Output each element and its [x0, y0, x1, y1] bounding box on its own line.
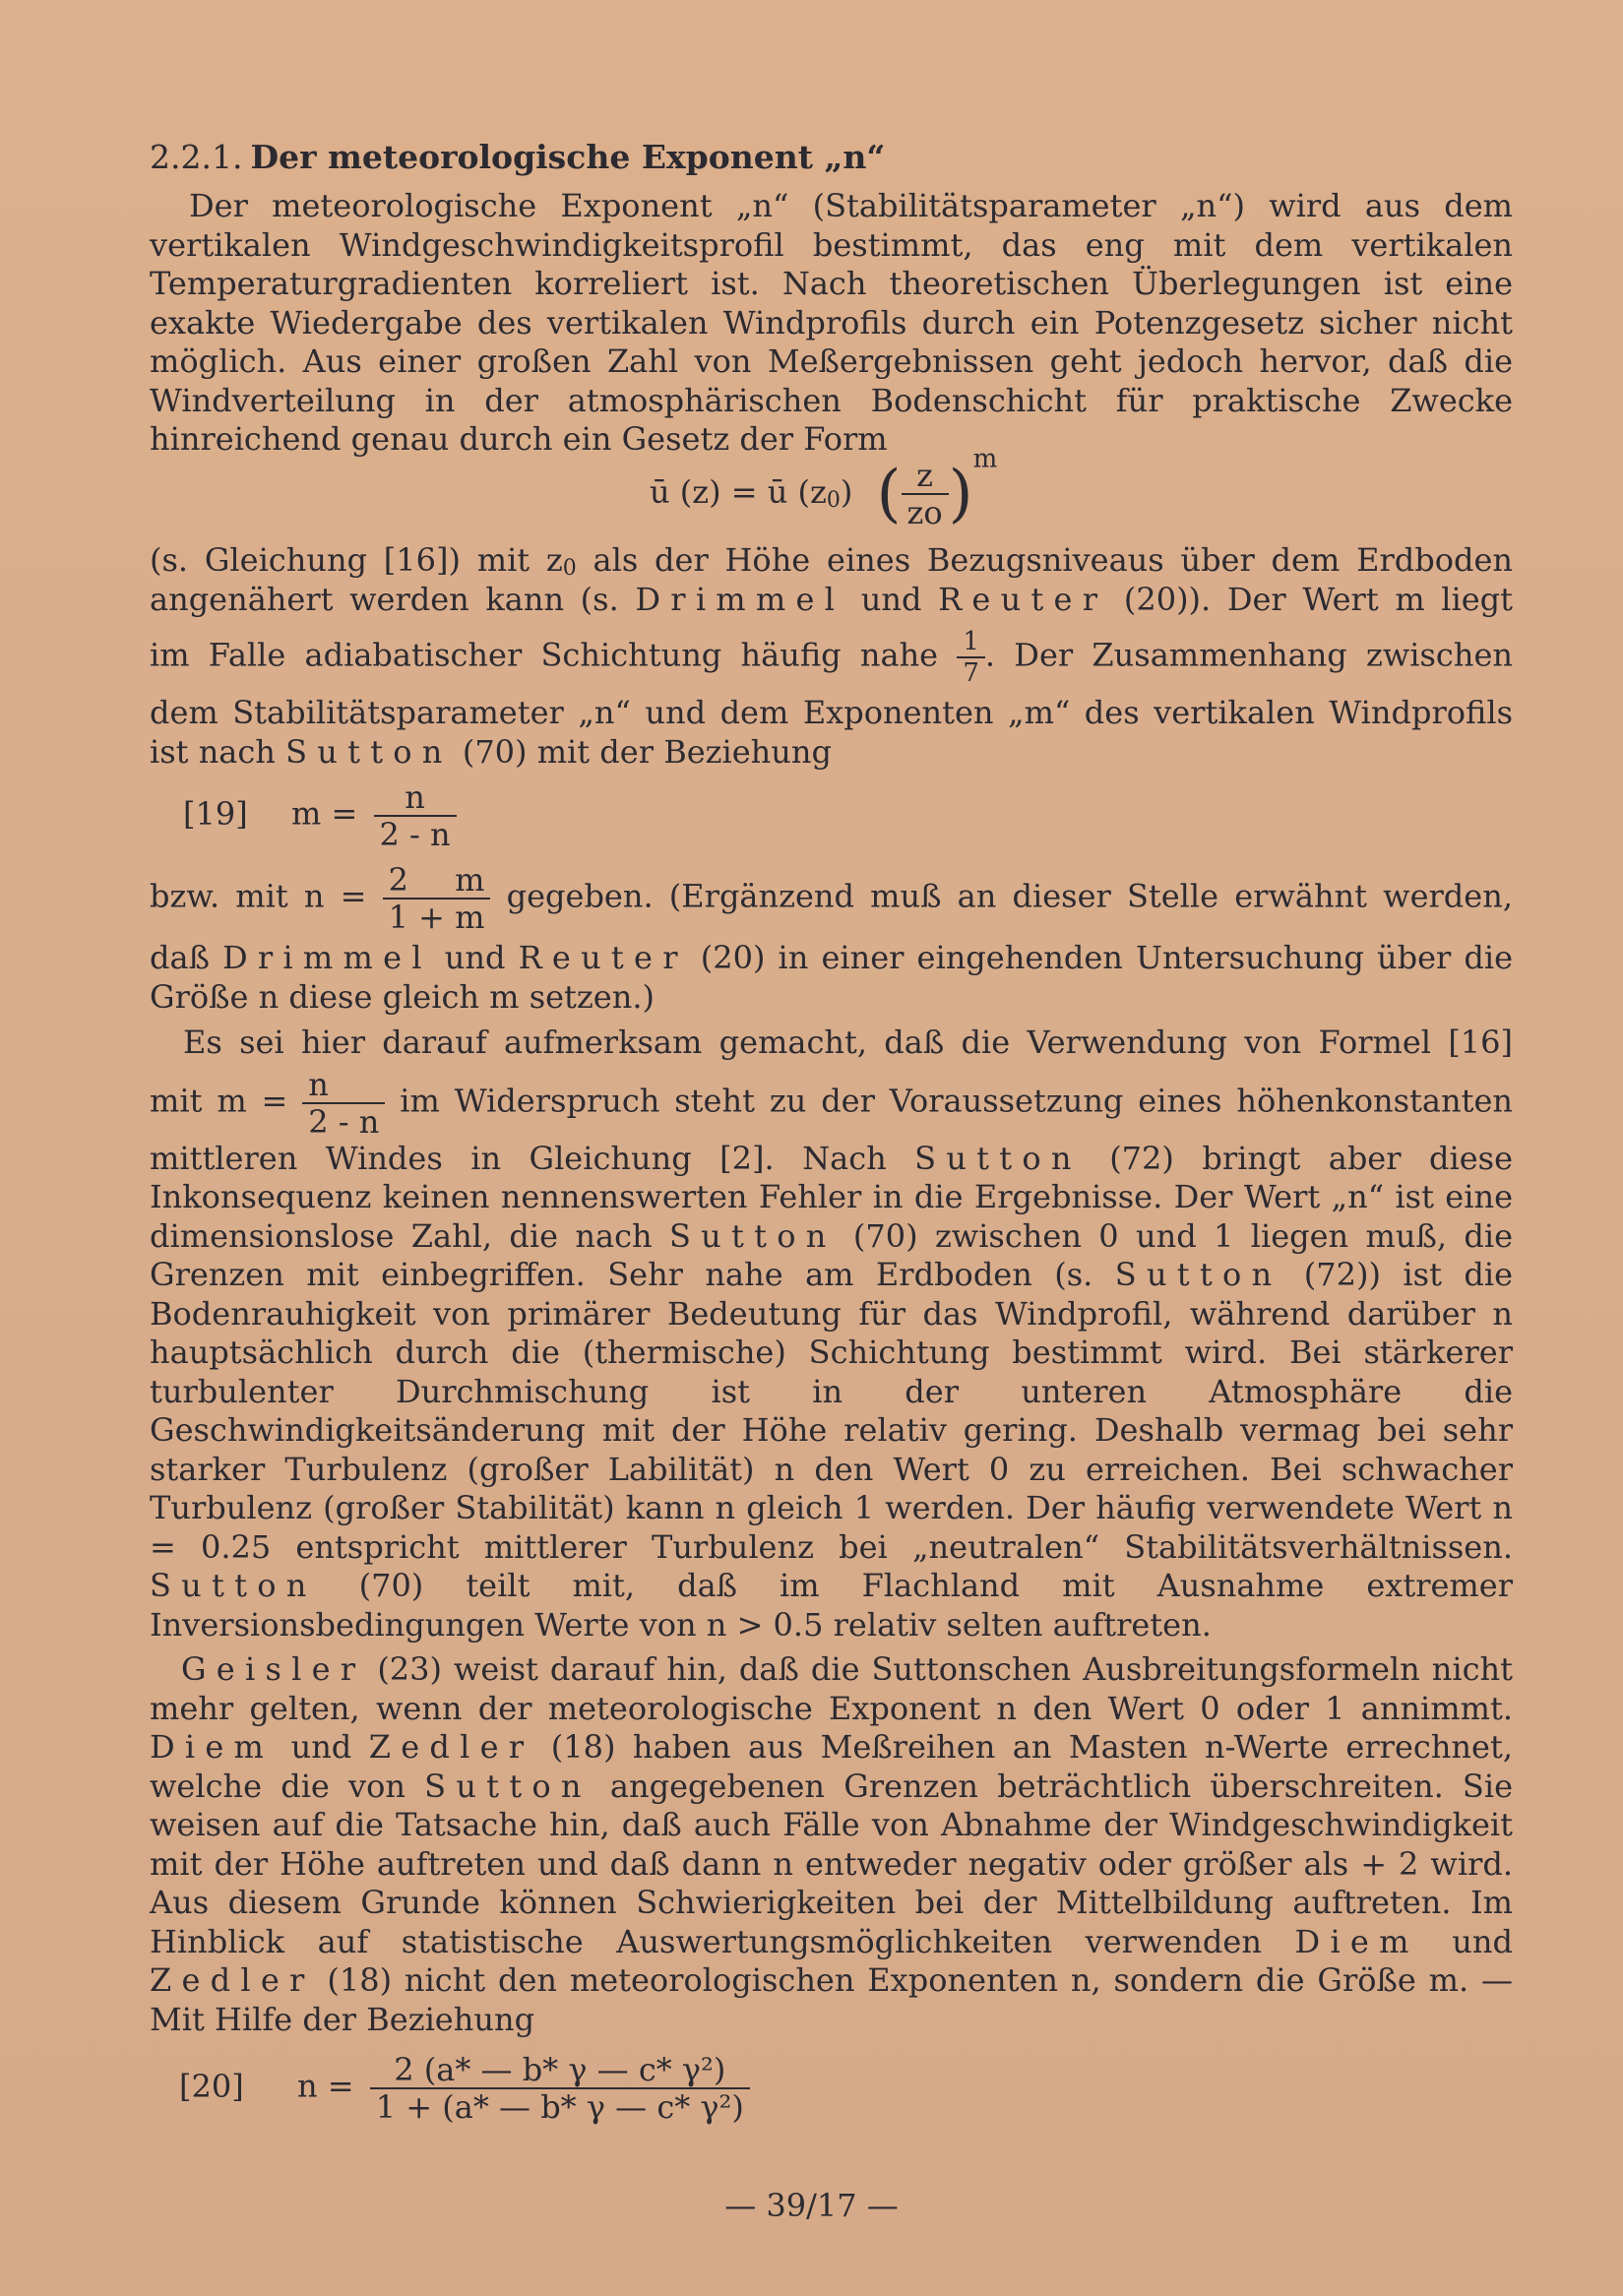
paragraph-4-line-a: Es sei hier darauf aufmerksam gemacht, daß die Verwendung von Formel [16]: [183, 1024, 1513, 1061]
paragraph-5-block: [150, 1650, 1513, 2039]
author-sutton: Sutton: [424, 1767, 592, 1805]
author-geisler: Geisler: [181, 1650, 366, 1688]
paragraph-2-line-b: im Falle adiabatischer Schichtung häufig nahe $\frac{1}{7}$ . Der Zusammenhang zwischen: [150, 627, 1514, 688]
author-diem: Diem: [150, 1728, 275, 1766]
paragraph-3-block: [150, 862, 1513, 1017]
formula-fraction: $\frac{z}{zo}$: [902, 458, 949, 530]
paragraph-4-line-b: mit m = $\frac{n}{2 - n}$ im Widerspruch steht zu der Voraussetzung eines höhenkonstanten: [150, 1065, 1514, 1141]
author-sutton: Sutton: [914, 1139, 1082, 1177]
paragraph-4-block: [150, 1024, 1513, 1644]
formula-power-law: ū (z) = ū $(z_0)$ ( $\frac{z}{zo}$ )$^m$: [650, 444, 998, 531]
paragraph-2-line-a: (s. Gleichung [16]) mit $z_0$ als der Höhe eines Bezugsniveaus über dem Erdboden angenähert werden kann (s. Drimmel und Reuter (20)). Der Wert m liegt: [150, 541, 1514, 618]
author-drimmel: Drimmel: [635, 580, 845, 618]
author-sutton: Sutton: [669, 1216, 837, 1255]
section-title: Der meteorologische Exponent „n“: [250, 138, 886, 176]
equation-20: [20] n = $\frac{\text{2 (a* — b* γ — c* γ²)}}{\text{1 + (a* — b* γ — c* γ²)}}$: [179, 2052, 750, 2125]
formula-lhs: ū (z) = ū $(z_0)$: [650, 472, 853, 513]
author-drimmel: Drimmel: [222, 939, 432, 976]
author-sutton: Sutton: [1114, 1256, 1282, 1293]
author-zedler: Zedler: [368, 1728, 534, 1766]
equation-20-fraction: $\frac{\text{2 (a* — b* γ — c* γ²)}}{\text{1 + (a* — b* γ — c* γ²)}}$: [370, 2052, 750, 2125]
paragraph-3-line-a: bzw. mit n = $\frac{2 m}{1 + m}$ gegeben. (Ergänzend muß an dieser Stelle erwähnt werden,: [150, 861, 1514, 936]
equation-19: [19] m = $\frac{n}{2 - n}$: [183, 779, 457, 852]
author-reuter: Reuter: [938, 580, 1108, 618]
paragraph-5: Geisler (23) weist darauf hin, daß die Suttonschen Ausbreitungsformeln nicht mehr gelten, wenn der meteorologische Exponent n den Wert 0 oder 1 annimmt. Diem und Zedler (18) haben aus Meßreihen an Masten n-Werte errechnet, welche die von Sutton angegebenen Grenzen beträchtlich überschreiten. Sie weisen auf die Tatsache hin, daß auch Fälle von Abnahme der Windgeschwindigkeit mit der Höhe auftreten und daß dann n entweder negativ oder größer als + 2 wird. Aus diesem Grunde können Schwierigkeiten bei der Mittelbildung auftreten. Im Hinblick auf statistische Auswertungsmöglichkeiten verwenden Diem und Zedler (18) nicht den meteorologischen Exponenten n, sondern die Größe m. — Mit Hilfe der Beziehung: [150, 1650, 1514, 2038]
paragraph-1: Der meteorologische Exponent „n“ (Stabilitätsparameter „n“) wird aus dem vertikalen Windgeschwindigkeitsprofil bestimmt, das eng mit dem vertikalen Temperaturgradienten korreliert ist. Nach theoretischen Überlegungen ist eine exakte Wiedergabe des vertikalen Windprofils durch ein Potenzgesetz sicher nicht möglich. Aus einer großen Zahl von Meßergebnissen geht jedoch hervor, daß die Windverteilung in der atmosphärischen Bodenschicht für praktische Zwecke hinreichend genau durch ein Gesetz der Form: [150, 187, 1513, 458]
equation-20-label: [20]: [179, 2067, 244, 2105]
paragraph-3-line-b: daß Drimmel und Reuter (20) in einer eingehenden Untersuchung über die Größe n diese gleich m setzen.): [150, 939, 1514, 1016]
author-zedler: Zedler: [150, 1961, 315, 1999]
author-sutton: Sutton: [285, 732, 453, 771]
page-number: — 39/17 —: [724, 2187, 899, 2224]
paragraph-2-block: [150, 541, 1513, 772]
author-diem: Diem: [1294, 1922, 1419, 1960]
equation-19-label: [19]: [183, 794, 248, 833]
equation-19-fraction: $\frac{n}{2 - n}$: [374, 779, 457, 852]
author-sutton: Sutton: [150, 1567, 317, 1604]
fraction-one-seventh: $\frac{1}{7}$: [957, 627, 985, 688]
section-heading: [150, 138, 1513, 177]
fraction-n-over-2minusn: $\frac{n}{2 - n}$: [302, 1067, 385, 1140]
section-number: 2.2.1.: [150, 138, 243, 176]
fraction-2m-over-1plusm: $\frac{2 m}{1 + m}$: [383, 862, 491, 935]
paragraph-4-line-c: mittleren Windes in Gleichung [2]. Nach Sutton (72) bringt aber diese Inkonsequenz keinen nennenswerten Fehler in die Ergebnisse. Der Wert „n“ ist eine dimensionslose Zahl, die nach Sutton (70) zwischen 0 und 1 liegen muß, die Grenzen mit einbegriffen. Sehr nahe am Erdboden (s. Sutton (72)) ist die Bodenrauhigkeit von primärer Bedeutung für das Windprofil, während darüber n hauptsächlich durch die (thermische) Schichtung bestimmt wird. Bei stärkerer turbulenter Durchmischung ist in der unteren Atmosphäre die Geschwindigkeitsänderung mit der Höhe relativ gering. Deshalb vermag bei sehr starker Turbulenz (großer Labilität) n den Wert 0 zu erreichen. Bei schwacher Turbulenz (großer Stabilität) kann n gleich 1 werden. Der häufig verwendete Wert n = 0.25 entspricht mittlerer Turbulenz bei „neutralen“ Stabilitätsverhältnissen. Sutton (70) teilt mit, daß im Flachland mit Ausnahme extremer Inversionsbedingungen Werte von n > 0.5 relativ selten auftreten.: [150, 1139, 1514, 1644]
paragraph-2-line-c: dem Stabilitätsparameter „n“ und dem Exponenten „m“ des vertikalen Windprofils ist nach Sutton (70) mit der Beziehung: [150, 694, 1513, 771]
formula-exponent: m: [972, 444, 998, 474]
paragraph-1-block: [150, 187, 1513, 460]
author-reuter: Reuter: [518, 939, 688, 976]
